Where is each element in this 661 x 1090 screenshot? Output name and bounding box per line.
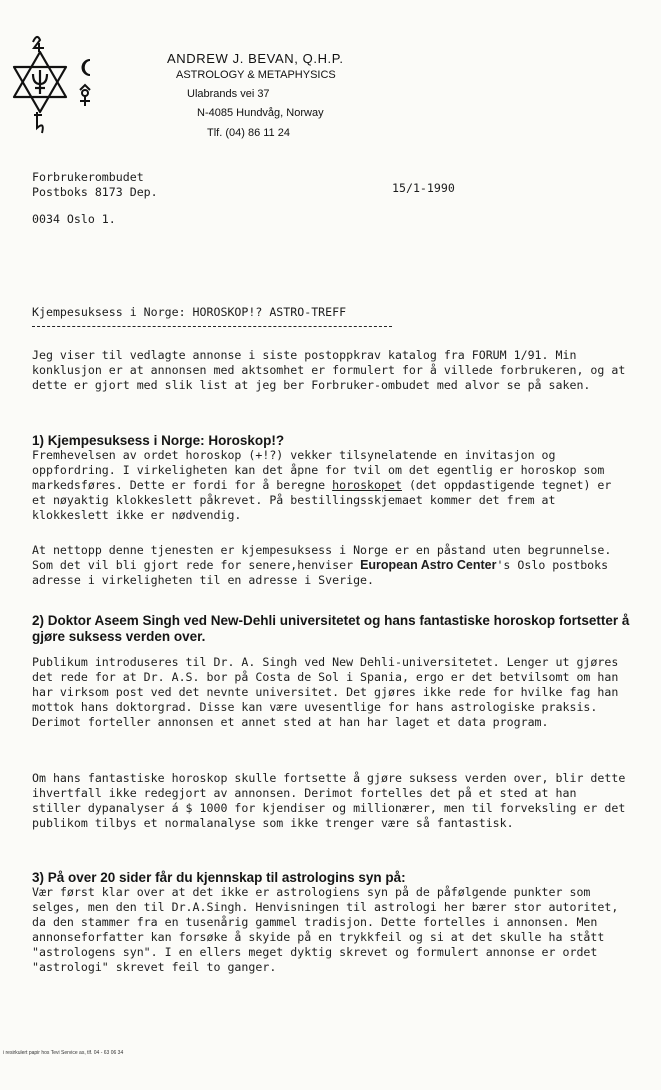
recipient-line: Postboks 8173 Dep. [32, 185, 158, 199]
recipient-address [32, 170, 158, 227]
astrology-logo [6, 30, 102, 140]
subject-line: Kjempesuksess i Norge: HOROSKOP!? ASTRO-TREFF [32, 305, 347, 319]
section-1-paragraph-1 [32, 448, 632, 523]
underlined-word: horoskopet [332, 478, 402, 492]
section-1-paragraph-2 [32, 543, 632, 588]
letterhead [160, 50, 344, 142]
paper-footer: i resirkulert papir hos Tevi Service as, tlf. 04 - 63 06 34 [3, 1050, 124, 1056]
text-run: Fremhevelsen av ordet horoskop (+!?) vekker tilsynelatende en invitasjon og oppfordring. I virkeligheten kan det åpne for tvil om det egentlig er horoskop som markedsføres. Dette er fordi for å beregne [32, 448, 605, 492]
recipient-line: Forbrukerombudet [32, 170, 144, 184]
text-run: 's Oslo postboks adresse i virkeligheten til en adresse i Sverige. [32, 558, 609, 587]
sender-street: Ulabrands vei 37 [187, 88, 270, 100]
sender-name: ANDREW J. BEVAN, Q.H.P. [167, 51, 344, 66]
sender-subtitle: ASTROLOGY & METAPHYSICS [176, 69, 336, 81]
section-3-paragraph-1: Vær først klar over at det ikke er astrologiens syn på de påfølgende punkter som selges, men den til Dr.A.Singh. Henvisningen til astrologi her bærer stor autoritet, da den stammer fra en tusenårig gammel tradisjon. Dette fortelles i annonsen. Men annonseforfatter kan forsøke å skyide på en trykkfeil og si at det skulle ha stått "astrologens syn". I en ellers meget dyktig skrevet og formulert annonse er ordet "astrologi" skrevet feil to ganger. [32, 885, 619, 974]
recipient-line: 0034 Oslo 1. [32, 212, 116, 226]
bold-company-name: European Astro Center [360, 558, 497, 572]
section-heading-3: 3) På over 20 sider får du kjennskap til astrologins syn på: [32, 870, 406, 885]
text-run: At nettopp denne tjenesten er kjempesuksess i Norge er en påstand uten begrunnelse. Som det vil bli gjort rede for senere,henviser [32, 543, 612, 572]
section-heading-1: 1) Kjempesuksess i Norge: Horoskop!? [32, 433, 285, 448]
letter-date: 15/1-1990 [392, 181, 455, 195]
section-2-paragraph-2: Om hans fantastiske horoskop skulle fortsette å gjøre suksess verden over, blir dette ihvertfall ikke redegjort av annonsen. Derimot fortelles det på et sted at han stiller dypanalyser á $ 1000 for kjendiser og millionærer, men til forveksling er det publikom tilbys et normalanalyse som ikke trenger være så fantastisk. [32, 771, 626, 830]
intro-paragraph: Jeg viser til vedlagte annonse i siste postoppkrav katalog fra FORUM 1/91. Min konklusjon er at annonsen med aktsomhet er formulert for å villede forbrukeren, og at dette er gjort med slik list at jeg ber Forbruker-ombudet med alvor se på saken. [32, 348, 626, 392]
subject-rule [32, 326, 392, 327]
sender-phone: Tlf. (04) 86 11 24 [207, 127, 290, 139]
text-run: (det oppdastigende tegnet) er et nøyaktig klokkeslett påkrevet. På bestillingsskjemaet kommer det frem at klokkeslett ikke er nødvendig. [32, 478, 612, 522]
section-heading-2: 2) Doktor Aseem Singh ved New-Dehli universitetet og hans fantastiske horoskop fortsetter å gjøre suksess verden over. [32, 613, 630, 644]
section-2-paragraph-1: Publikum introduseres til Dr. A. Singh ved New Dehli-universitetet. Lenger ut gjøres det rede for at Dr. A.S. bor på Costa de Sol i Spania, ergo er det betvilsomt om han har virksom post ved det nevnte universitet. Det gjøres ikke rede for hvilke fag han mottok hans doktorgrad. Disse kan være uvesentlige for hans astrologiske praksis. Derimot forteller annonsen et annet sted at han har laget et data program. [32, 655, 619, 729]
sender-city: N-4085 Hundvåg, Norway [197, 107, 324, 119]
